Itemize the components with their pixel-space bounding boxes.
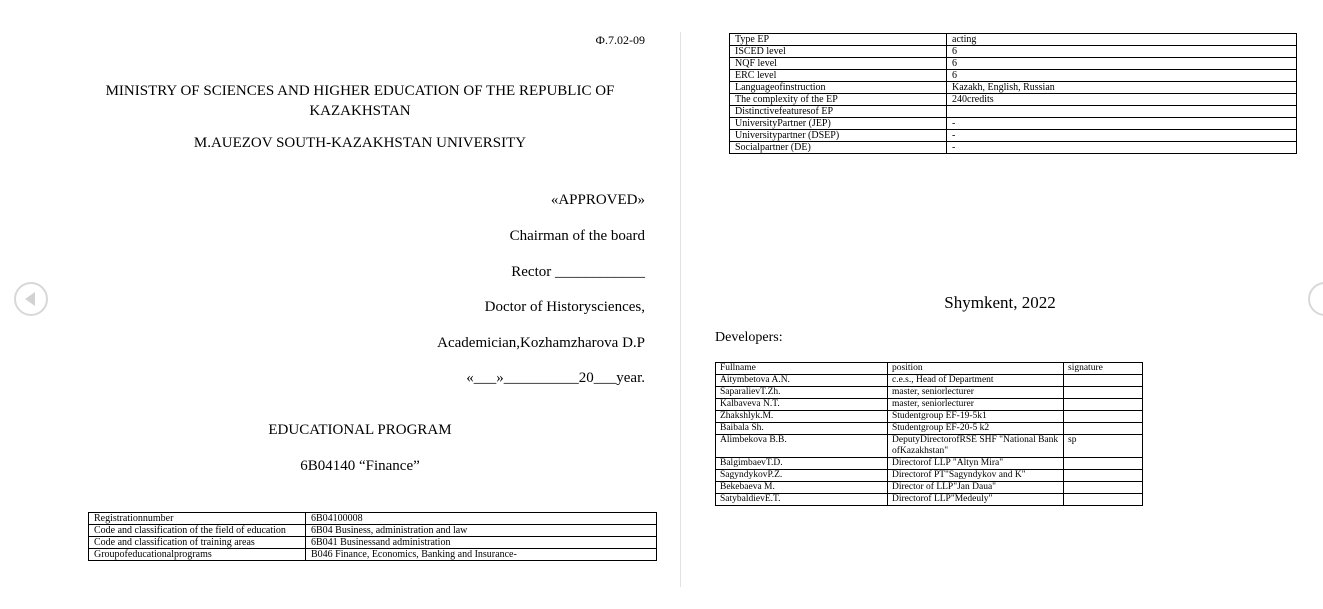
developer-position: c.e.s., Head of Department [888, 375, 1064, 387]
row-key: Languageofinstruction [730, 82, 947, 94]
table-row [716, 470, 1143, 482]
program-code: 6B04140 “Finance” [300, 458, 420, 474]
row-key: Groupofeducationalprograms [89, 549, 306, 561]
table-row [89, 537, 657, 549]
table-row [716, 387, 1143, 399]
table-row [89, 525, 657, 537]
developer-position: Directorof LLP "Altyn Mira" [888, 458, 1064, 470]
developer-name: Alimbekova B.B. [716, 435, 888, 458]
developer-position: master, seniorlecturer [888, 399, 1064, 411]
developer-name: BalgimbaevT.D. [716, 458, 888, 470]
developer-name: SagyndykovP.Z. [716, 470, 888, 482]
row-value: 6 [947, 46, 1297, 58]
developers-table [715, 362, 1143, 506]
row-key: Type EP [730, 34, 947, 46]
row-key: Code and classification of the field of education [89, 525, 306, 537]
row-key: Code and classification of training areas [89, 537, 306, 549]
table-row [730, 82, 1297, 94]
row-value: - [947, 118, 1297, 130]
table-row [730, 58, 1297, 70]
table-row [716, 399, 1143, 411]
developer-signature [1064, 494, 1143, 506]
row-value: 6B041 Businessand administration [306, 537, 657, 549]
row-value: 6 [947, 70, 1297, 82]
developer-position: Studentgroup EF-19-5k1 [888, 411, 1064, 423]
table-row [716, 494, 1143, 506]
table-row [730, 142, 1297, 154]
developer-position: DeputyDirectorofRSE SHF "National Bank ofKazakhstan" [888, 435, 1064, 458]
rector-line: Rector ____________ [511, 264, 645, 280]
developer-signature [1064, 423, 1143, 435]
doctor-label: Doctor of Historysciences, [484, 299, 645, 315]
table-row [89, 513, 657, 525]
row-value: - [947, 130, 1297, 142]
ministry-title: MINISTRY OF SCIENCES AND HIGHER EDUCATION OF THE REPUBLIC OF KAZAKHSTAN [105, 83, 615, 119]
row-value: B046 Finance, Economics, Banking and Insurance- [306, 549, 657, 561]
developer-position: Directorof LLP"Medeuly" [888, 494, 1064, 506]
table-row [730, 130, 1297, 142]
developers-label: Developers: [715, 330, 783, 345]
table-row [730, 118, 1297, 130]
table-row [89, 549, 657, 561]
form-code: Ф.7.02-09 [595, 33, 645, 47]
header-fullname: Fullname [716, 363, 888, 375]
developer-name: Bekebaeva M. [716, 482, 888, 494]
table-header-row [716, 363, 1143, 375]
chairman-label: Chairman of the board [509, 228, 645, 244]
developer-position: master, seniorlecturer [888, 387, 1064, 399]
city-year: Shymkent, 2022 [944, 293, 1056, 312]
row-value: 6B04100008 [306, 513, 657, 525]
row-key: ERC level [730, 70, 947, 82]
row-value: - [947, 142, 1297, 154]
row-key: Universitypartner (DSEP) [730, 130, 947, 142]
table-row [716, 458, 1143, 470]
developer-signature [1064, 375, 1143, 387]
university-title: M.AUEZOV SOUTH-KAZAKHSTAN UNIVERSITY [193, 135, 527, 151]
row-value: acting [947, 34, 1297, 46]
table-row [716, 482, 1143, 494]
row-key: ISCED level [730, 46, 947, 58]
developer-name: Kalbaveva N.T. [716, 399, 888, 411]
row-key: The complexity of the EP [730, 94, 947, 106]
table-row [716, 423, 1143, 435]
registration-table [88, 512, 657, 561]
table-row [716, 435, 1143, 458]
developer-position: Director of LLP"Jan Daua" [888, 482, 1064, 494]
row-key: Distinctivefeaturesof EP [730, 106, 947, 118]
developer-signature [1064, 470, 1143, 482]
row-value [947, 106, 1297, 118]
developer-name: Aitymbetova A.N. [716, 375, 888, 387]
developer-signature [1064, 387, 1143, 399]
academician-label: Academician,Kozhamzharova D.P [437, 335, 645, 351]
chevron-left-icon [25, 292, 35, 306]
developer-name: Baibala Sh. [716, 423, 888, 435]
program-title: EDUCATIONAL PROGRAM [268, 422, 452, 438]
row-key: Socialpartner (DE) [730, 142, 947, 154]
developer-position: Studentgroup EF-20-5 k2 [888, 423, 1064, 435]
developer-signature [1064, 482, 1143, 494]
row-value: 6 [947, 58, 1297, 70]
table-row [716, 411, 1143, 423]
developer-signature [1064, 411, 1143, 423]
row-key: Registrationnumber [89, 513, 306, 525]
table-row [730, 106, 1297, 118]
developer-name: SatybaldievE.T. [716, 494, 888, 506]
developer-name: SaparalievT.Zh. [716, 387, 888, 399]
prev-page-button[interactable] [14, 282, 48, 316]
row-key: UniversityPartner (JEP) [730, 118, 947, 130]
approved-label: «APPROVED» [550, 192, 645, 208]
table-row [730, 70, 1297, 82]
page-divider [680, 32, 681, 587]
developer-name: Zhakshlyk.M. [716, 411, 888, 423]
row-value: 6B04 Business, administration and law [306, 525, 657, 537]
developer-signature [1064, 399, 1143, 411]
developer-signature [1064, 458, 1143, 470]
developer-signature: sp [1064, 435, 1143, 458]
header-position: position [888, 363, 1064, 375]
table-row [730, 46, 1297, 58]
row-value: 240credits [947, 94, 1297, 106]
table-row [730, 94, 1297, 106]
row-value: Kazakh, English, Russian [947, 82, 1297, 94]
table-row [716, 375, 1143, 387]
next-page-button[interactable] [1308, 282, 1323, 316]
table-row [730, 34, 1297, 46]
row-key: NQF level [730, 58, 947, 70]
header-signature: signature [1064, 363, 1143, 375]
date-line: «___»__________20___year. [466, 370, 645, 386]
developer-position: Directorof PT"Sagyndykov and K" [888, 470, 1064, 482]
ep-info-table [729, 33, 1297, 154]
